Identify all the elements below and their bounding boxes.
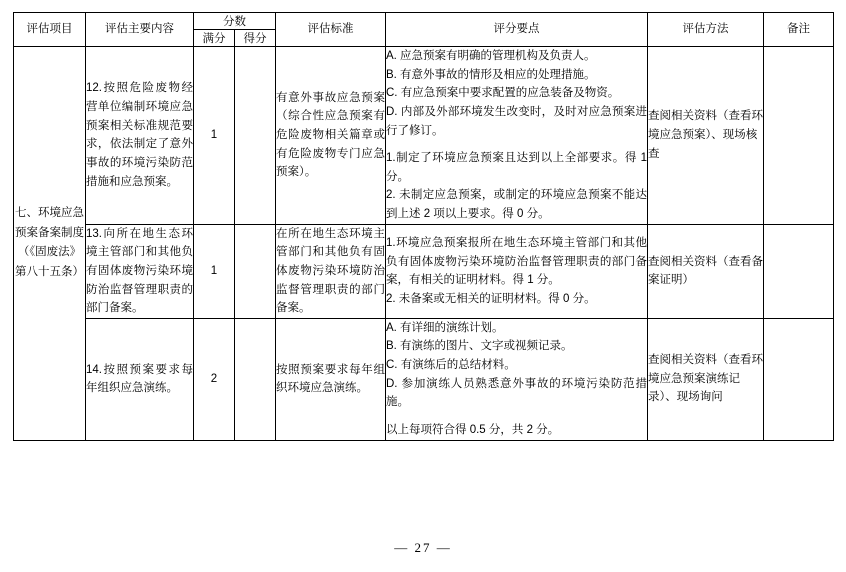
header-main-content: 评估主要内容 (86, 13, 194, 47)
row-score-got (235, 47, 276, 225)
header-evaluation-item: 评估项目 (14, 13, 86, 47)
row-points (386, 224, 648, 318)
header-score-got: 得分 (235, 30, 276, 47)
row-score-full: 2 (194, 318, 235, 440)
row-remark (764, 224, 834, 318)
header-method: 评估方法 (648, 13, 764, 47)
row-score-got (235, 224, 276, 318)
row-criteria: 在所在地生态环境主管部门和其他负有固体废物污染环境防治监督管理职责的部门备案。 (276, 224, 386, 318)
row-score-full: 1 (194, 224, 235, 318)
point-line: C. 有应急预案中要求配置的应急装备及物资。 (386, 87, 620, 100)
row-criteria: 按照预案要求每年组织环境应急演练。 (276, 318, 386, 440)
row-content: 13.向所在地生态环境主管部门和其他负有固体废物污染环境防治监督管理职责的部门备案。 (86, 224, 194, 318)
row-remark (764, 47, 834, 225)
header-score-group: 分数 (194, 13, 276, 30)
header-remark: 备注 (764, 13, 834, 47)
point-line: D. 参加演练人员熟悉意外事故的环境污染防范措施。 (386, 377, 647, 409)
point-line: C. 有演练后的总结材料。 (386, 359, 516, 371)
point-line: 2. 未备案或无相关的证明材料。得 0 分。 (386, 292, 596, 305)
point-line: A. 有详细的演练计划。 (386, 321, 504, 334)
point-line: B. 有演练的图片、文字或视频记录。 (386, 340, 573, 353)
row-score-full: 1 (194, 47, 235, 225)
table-row (14, 224, 834, 318)
row-points (386, 47, 648, 225)
point-line: D. 内部及外部环境发生改变时，及时对应急预案进行了修订。 (386, 105, 647, 137)
header-scoring-points: 评分要点 (386, 13, 648, 47)
point-line: 2. 未制定应急预案，或制定的环境应急预案不能达到上述 2 项以上要求。得 0 分。 (386, 189, 647, 220)
header-criteria: 评估标准 (276, 13, 386, 47)
point-line: 以上每项符合得 0.5 分，共 2 分。 (386, 423, 560, 436)
row-criteria: 有意外事故应急预案（综合性应急预案有危险废物相关篇章或有危险废物专门应急预案）。 (276, 47, 386, 225)
header-score-full: 满分 (194, 30, 235, 47)
page-number: — 27 — (394, 540, 452, 555)
row-score-got (235, 318, 276, 440)
table-row (14, 318, 834, 440)
evaluation-table (13, 12, 834, 441)
row-content: 12.按照危险废物经营单位编制环境应急预案相关标准规范要求，依法制定了意外事故的环境污染防范措施和应急预案。 (86, 47, 194, 225)
row-remark (764, 318, 834, 440)
row-method: 查阅相关资料（查看备案证明） (648, 224, 764, 318)
category-cell: 七、环境应急预案备案制度（《固废法》第八十五条） (14, 47, 86, 441)
row-method: 查阅相关资料（查看环境应急预案）、现场核查 (648, 47, 764, 225)
point-line: B. 有意外事故的情形及相应的处理措施。 (386, 68, 596, 81)
spacer (386, 140, 647, 149)
table-row (14, 47, 834, 225)
point-line: 1.制定了环境应急预案且达到以上全部要求。得 1 分。 (386, 152, 647, 183)
spacer (386, 412, 647, 421)
row-points (386, 318, 648, 440)
row-content: 14.按照预案要求每年组织应急演练。 (86, 318, 194, 440)
point-line: A. 应急预案有明确的管理机构及负责人。 (386, 50, 596, 62)
table-header-row (14, 13, 834, 30)
row-method: 查阅相关资料（查看环境应急预案演练记录）、现场询问 (648, 318, 764, 440)
point-line: 1.环境应急预案报所在地生态环境主管部门和其他负有固体废物污染环境防治监督管理职责的部门备案，有相关的证明材料。得 1 分。 (386, 236, 647, 287)
